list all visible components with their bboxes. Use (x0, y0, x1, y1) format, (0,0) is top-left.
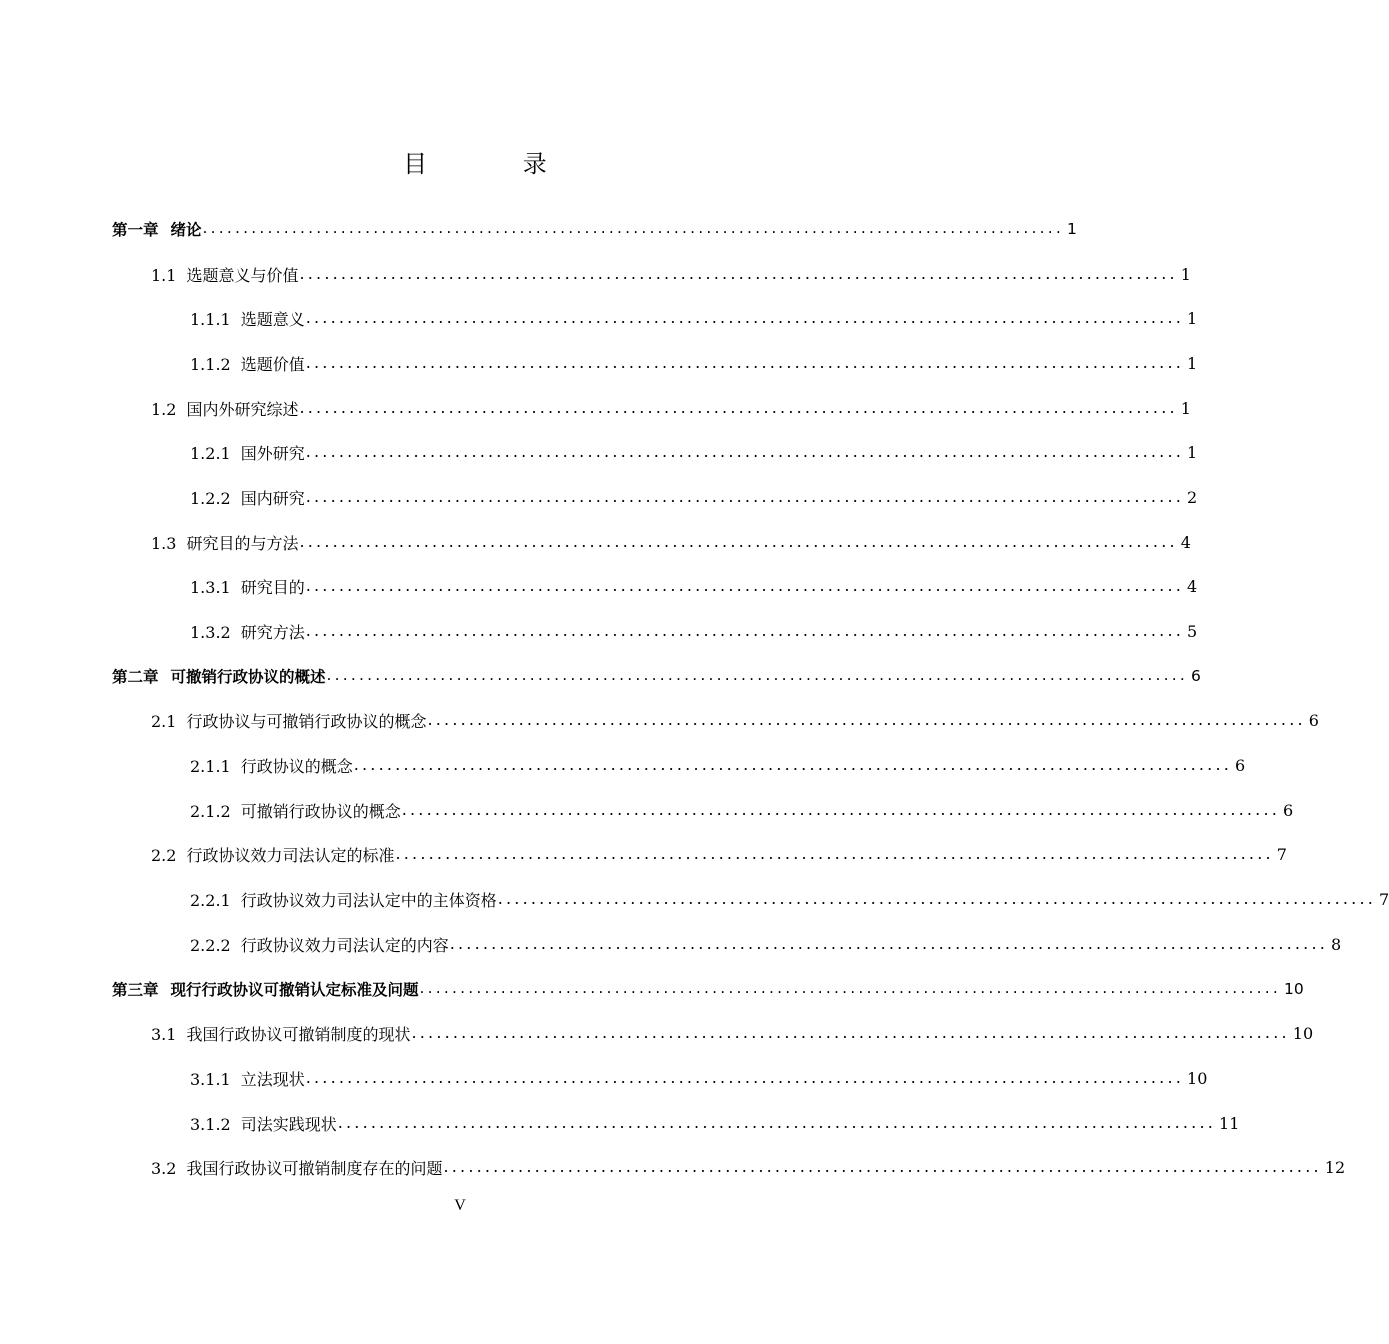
toc-entry-title: 选题价值 (240, 354, 305, 374)
toc-entry-page-number: 1 (1180, 398, 1191, 418)
toc-entry-title: 行政协议效力司法认定的标准 (186, 846, 395, 866)
toc-entry-label (190, 799, 401, 822)
toc-entry-title: 行政协议效力司法认定的内容 (240, 935, 449, 955)
toc-entry-title: 国外研究 (240, 444, 305, 464)
toc-entry-level-3[interactable] (0, 788, 1294, 833)
toc-entry-number: 1.1 (151, 265, 177, 285)
toc-entry-page-number: 1 (1187, 443, 1198, 463)
toc-entry-title: 我国行政协议可撤销制度存在的问题 (186, 1159, 443, 1179)
toc-entry-label (190, 933, 449, 956)
toc-entry-number: 第三章 (112, 981, 159, 1000)
toc-entry-page-number: 8 (1331, 934, 1342, 954)
toc-dot-leader: .......................................................................................................... (299, 397, 1178, 417)
toc-entry-page-number: 6 (1235, 756, 1246, 776)
toc-entry-page-number: 2 (1187, 487, 1198, 507)
toc-entry-level-2[interactable] (0, 520, 1191, 565)
toc-entry-level-2[interactable] (0, 833, 1287, 878)
page-number-footer: V (454, 1197, 466, 1214)
toc-entry-number: 3.1.1 (190, 1069, 231, 1089)
toc-dot-leader: .......................................................................................................... (305, 308, 1185, 328)
toc-entry-number: 2.1.2 (190, 801, 231, 821)
toc-entry-number: 3.1.2 (190, 1114, 231, 1134)
toc-entry-title: 选题意义 (240, 310, 305, 330)
toc-entry-page-number: 1 (1180, 264, 1191, 284)
toc-entry-number: 1.2 (151, 399, 177, 419)
toc-dot-leader: .......................................................................................................... (411, 1023, 1290, 1043)
toc-dot-leader: .......................................................................................................... (337, 1112, 1217, 1132)
toc-entry-title: 研究目的 (240, 578, 305, 598)
toc-entry-title: 司法实践现状 (240, 1114, 337, 1134)
toc-entry-level-2[interactable] (0, 1145, 1346, 1190)
toc-entry-number: 1.3.2 (190, 623, 231, 643)
toc-entry-number: 2.1.1 (190, 757, 231, 777)
toc-entry-level-2[interactable] (0, 252, 1191, 297)
toc-entry-level-3[interactable] (0, 743, 1246, 788)
toc-entry-level-3[interactable] (0, 1056, 1208, 1101)
toc-entry-number: 2.1 (151, 712, 177, 732)
toc-dot-leader: .......................................................................................................... (326, 666, 1188, 685)
toc-entry-page-number: 10 (1284, 980, 1304, 999)
toc-entry-label (190, 1067, 305, 1090)
toc-entry-title: 行政协议与可撤销行政协议的概念 (186, 712, 427, 732)
toc-entry-label (151, 1156, 442, 1179)
toc-entry-level-1[interactable] (0, 654, 1201, 699)
toc-entry-page-number: 11 (1219, 1113, 1240, 1133)
toc-entry-title: 行政协议的概念 (240, 757, 353, 777)
toc-entry-level-1[interactable] (0, 207, 1077, 252)
toc-entry-title: 研究目的与方法 (186, 533, 299, 553)
toc-entry-title: 国内外研究综述 (186, 399, 299, 419)
toc-entry-page-number: 1 (1187, 309, 1198, 329)
toc-entry-level-3[interactable] (0, 922, 1342, 967)
toc-dot-leader: .......................................................................................................... (202, 219, 1064, 238)
toc-entry-title: 绪论 (170, 221, 202, 240)
toc-entry-title: 现行行政协议可撤销认定标准及问题 (170, 981, 419, 1000)
toc-entry-level-2[interactable] (0, 699, 1319, 744)
toc-entry-title: 立法现状 (240, 1069, 305, 1089)
toc-entry-label (190, 352, 305, 375)
toc-entry-label (112, 978, 419, 1000)
toc-entry-page-number: 7 (1379, 890, 1389, 910)
toc-dot-leader: .......................................................................................................... (401, 799, 1281, 819)
toc-entry-page-number: 4 (1180, 532, 1191, 552)
toc-entry-label (112, 218, 202, 240)
toc-entry-page-number: 4 (1187, 577, 1198, 597)
toc-entry-label (190, 620, 305, 643)
toc-entry-label (151, 397, 298, 420)
toc-entry-label (190, 307, 305, 330)
toc-dot-leader: .......................................................................................................... (305, 352, 1185, 372)
toc-entry-level-3[interactable] (0, 1101, 1240, 1146)
toc-entry-page-number: 10 (1187, 1068, 1208, 1088)
toc-entry-title: 行政协议效力司法认定中的主体资格 (240, 891, 497, 911)
toc-entry-number: 第一章 (112, 221, 159, 240)
toc-dot-leader: .......................................................................................................... (419, 979, 1281, 998)
toc-entry-title: 选题意义与价值 (186, 265, 299, 285)
toc-entry-page-number: 6 (1283, 800, 1294, 820)
toc-entry-label (190, 441, 305, 464)
toc-entry-label (190, 575, 305, 598)
toc-entry-number: 2.2.2 (190, 935, 231, 955)
toc-entry-page-number: 10 (1292, 1024, 1314, 1044)
toc-dot-leader: .......................................................................................................... (427, 710, 1306, 730)
toc-title: 目 录 (403, 150, 591, 178)
toc-entry-page-number: 12 (1324, 1158, 1346, 1178)
toc-entry-title: 研究方法 (240, 623, 305, 643)
toc-entry-label (151, 1022, 410, 1045)
toc-entry-level-3[interactable] (0, 341, 1198, 386)
toc-entry-label (151, 843, 394, 866)
toc-entry-number: 1.1.1 (190, 310, 231, 330)
toc-entry-page-number: 6 (1191, 667, 1201, 686)
toc-entry-page-number: 5 (1187, 622, 1198, 642)
toc-dot-leader: .......................................................................................................... (305, 576, 1185, 596)
toc-entry-label (151, 709, 426, 732)
toc-entry-label (190, 1112, 337, 1135)
toc-entry-label (190, 754, 353, 777)
toc-entry-label (151, 531, 298, 554)
toc-entry-number: 1.2.1 (190, 444, 231, 464)
toc-dot-leader: .......................................................................................................... (305, 442, 1185, 462)
toc-entry-number: 2.2 (151, 846, 177, 866)
toc-dot-leader: .......................................................................................................... (299, 263, 1178, 283)
toc-entry-title: 可撤销行政协议的概述 (170, 668, 326, 687)
toc-entry-level-3[interactable] (0, 475, 1198, 520)
toc-entry-level-3[interactable] (0, 609, 1198, 654)
toc-dot-leader: .......................................................................................................... (305, 1067, 1185, 1087)
toc-dot-leader: .......................................................................................................... (305, 621, 1185, 641)
toc-entry-number: 1.2.2 (190, 488, 231, 508)
toc-entry-level-3[interactable] (0, 565, 1198, 610)
toc-dot-leader: .......................................................................................................... (353, 755, 1233, 775)
toc-dot-leader: .......................................................................................................... (449, 933, 1329, 953)
toc-entry-number: 3.2 (151, 1159, 177, 1179)
toc-dot-leader: .......................................................................................................... (395, 844, 1274, 864)
toc-dot-leader: .......................................................................................................... (305, 486, 1185, 506)
toc-entry-label (151, 263, 298, 286)
toc-entry-number: 1.3.1 (190, 578, 231, 598)
toc-entry-number: 第二章 (112, 668, 159, 687)
table-of-contents (0, 207, 1389, 1190)
toc-entry-label (190, 486, 305, 509)
toc-entry-title: 我国行政协议可撤销制度的现状 (186, 1025, 411, 1045)
toc-entry-number: 1.1.2 (190, 354, 231, 374)
toc-entry-page-number: 7 (1276, 845, 1287, 865)
toc-entry-level-3[interactable] (0, 430, 1198, 475)
toc-dot-leader: .......................................................................................................... (443, 1157, 1322, 1177)
toc-entry-title: 可撤销行政协议的概念 (240, 801, 401, 821)
toc-entry-level-2[interactable] (0, 386, 1191, 431)
toc-entry-label (190, 888, 497, 911)
toc-entry-number: 2.2.1 (190, 891, 231, 911)
toc-entry-number: 3.1 (151, 1025, 177, 1045)
toc-dot-leader: .......................................................................................................... (299, 531, 1178, 551)
toc-entry-level-3[interactable] (0, 877, 1389, 922)
toc-entry-number: 1.3 (151, 533, 177, 553)
toc-entry-level-1[interactable] (0, 967, 1304, 1012)
toc-dot-leader: .......................................................................................................... (497, 889, 1377, 909)
toc-entry-level-3[interactable] (0, 296, 1198, 341)
toc-entry-page-number: 6 (1308, 711, 1319, 731)
toc-entry-page-number: 1 (1067, 220, 1077, 239)
toc-entry-title: 国内研究 (240, 488, 305, 508)
toc-entry-level-2[interactable] (0, 1011, 1314, 1056)
toc-entry-label (112, 665, 326, 687)
toc-entry-page-number: 1 (1187, 353, 1198, 373)
